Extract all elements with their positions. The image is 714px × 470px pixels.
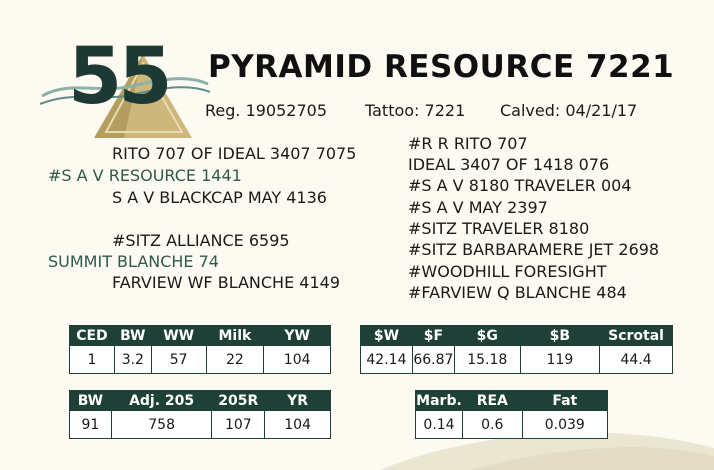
great-grandparent: #SITZ BARBARAMERE JET 2698 xyxy=(408,240,660,259)
great-grandparent: #FARVIEW Q BLANCHE 484 xyxy=(408,283,627,302)
table-cell: 0.14 xyxy=(416,411,463,439)
table-row xyxy=(416,411,608,439)
table-cell: 0.6 xyxy=(462,411,522,439)
table-header: BW xyxy=(114,326,151,346)
table-header: $W xyxy=(361,326,413,346)
table-header-row xyxy=(70,326,331,346)
table-header: CED xyxy=(70,326,115,346)
sire: #S A V RESOURCE 1441 xyxy=(48,166,242,185)
epd-table xyxy=(69,325,331,374)
table-row xyxy=(70,346,331,374)
table-header: Scrotal xyxy=(600,326,673,346)
great-grandparent: #S A V MAY 2397 xyxy=(408,198,548,217)
carcass-table xyxy=(415,390,608,439)
table-cell: 91 xyxy=(70,411,112,439)
sire-dam: S A V BLACKCAP MAY 4136 xyxy=(112,188,327,207)
calved-date: Calved: 04/21/17 xyxy=(500,101,638,120)
animal-name: PYRAMID RESOURCE 7221 xyxy=(208,49,675,85)
table-header-row xyxy=(361,326,673,346)
table-header: $G xyxy=(454,326,520,346)
dam-sire: #SITZ ALLIANCE 6595 xyxy=(112,231,290,250)
table-cell: 57 xyxy=(151,346,206,374)
dam: SUMMIT BLANCHE 74 xyxy=(48,252,219,271)
sire-sire: RITO 707 OF IDEAL 3407 7075 xyxy=(112,144,357,163)
tattoo: Tattoo: 7221 xyxy=(365,101,466,120)
great-grandparent: #R R RITO 707 xyxy=(408,134,528,153)
table-row xyxy=(361,346,673,374)
index-table xyxy=(360,325,673,374)
table-header: WW xyxy=(151,326,206,346)
table-header: YW xyxy=(264,326,331,346)
great-grandparent: #WOODHILL FORESIGHT xyxy=(408,262,607,281)
table-header: Fat xyxy=(522,391,607,411)
great-grandparent: #SITZ TRAVELER 8180 xyxy=(408,219,590,238)
table-cell: 104 xyxy=(264,346,331,374)
table-cell: 758 xyxy=(111,411,211,439)
table-cell: 42.14 xyxy=(361,346,413,374)
table-cell: 1 xyxy=(70,346,115,374)
table-cell: 0.039 xyxy=(522,411,607,439)
great-grandparent: #S A V 8180 TRAVELER 004 xyxy=(408,176,632,195)
table-header: Adj. 205 xyxy=(111,391,211,411)
table-cell: 3.2 xyxy=(114,346,151,374)
table-cell: 119 xyxy=(520,346,600,374)
table-cell: 44.4 xyxy=(600,346,673,374)
table-cell: 66.87 xyxy=(412,346,454,374)
table-header: REA xyxy=(462,391,522,411)
table-header: $F xyxy=(412,326,454,346)
table-cell: 22 xyxy=(206,346,264,374)
table-header: $B xyxy=(520,326,600,346)
table-row xyxy=(70,411,331,439)
table-header: 205R xyxy=(212,391,265,411)
dam-dam: FARVIEW WF BLANCHE 4149 xyxy=(112,273,340,292)
table-cell: 15.18 xyxy=(454,346,520,374)
lot-number: 55 xyxy=(68,32,169,122)
table-header: Milk xyxy=(206,326,264,346)
table-header: Marb. xyxy=(416,392,462,409)
table-cell: 104 xyxy=(265,411,331,439)
table-header-row xyxy=(70,391,331,411)
performance-table xyxy=(69,390,331,439)
table-header: YR xyxy=(265,391,331,411)
table-header: BW xyxy=(70,391,112,411)
table-header-row xyxy=(416,391,608,411)
registration-number: Reg. 19052705 xyxy=(205,101,328,120)
great-grandparent: IDEAL 3407 OF 1418 076 xyxy=(408,155,610,174)
table-cell: 107 xyxy=(212,411,265,439)
